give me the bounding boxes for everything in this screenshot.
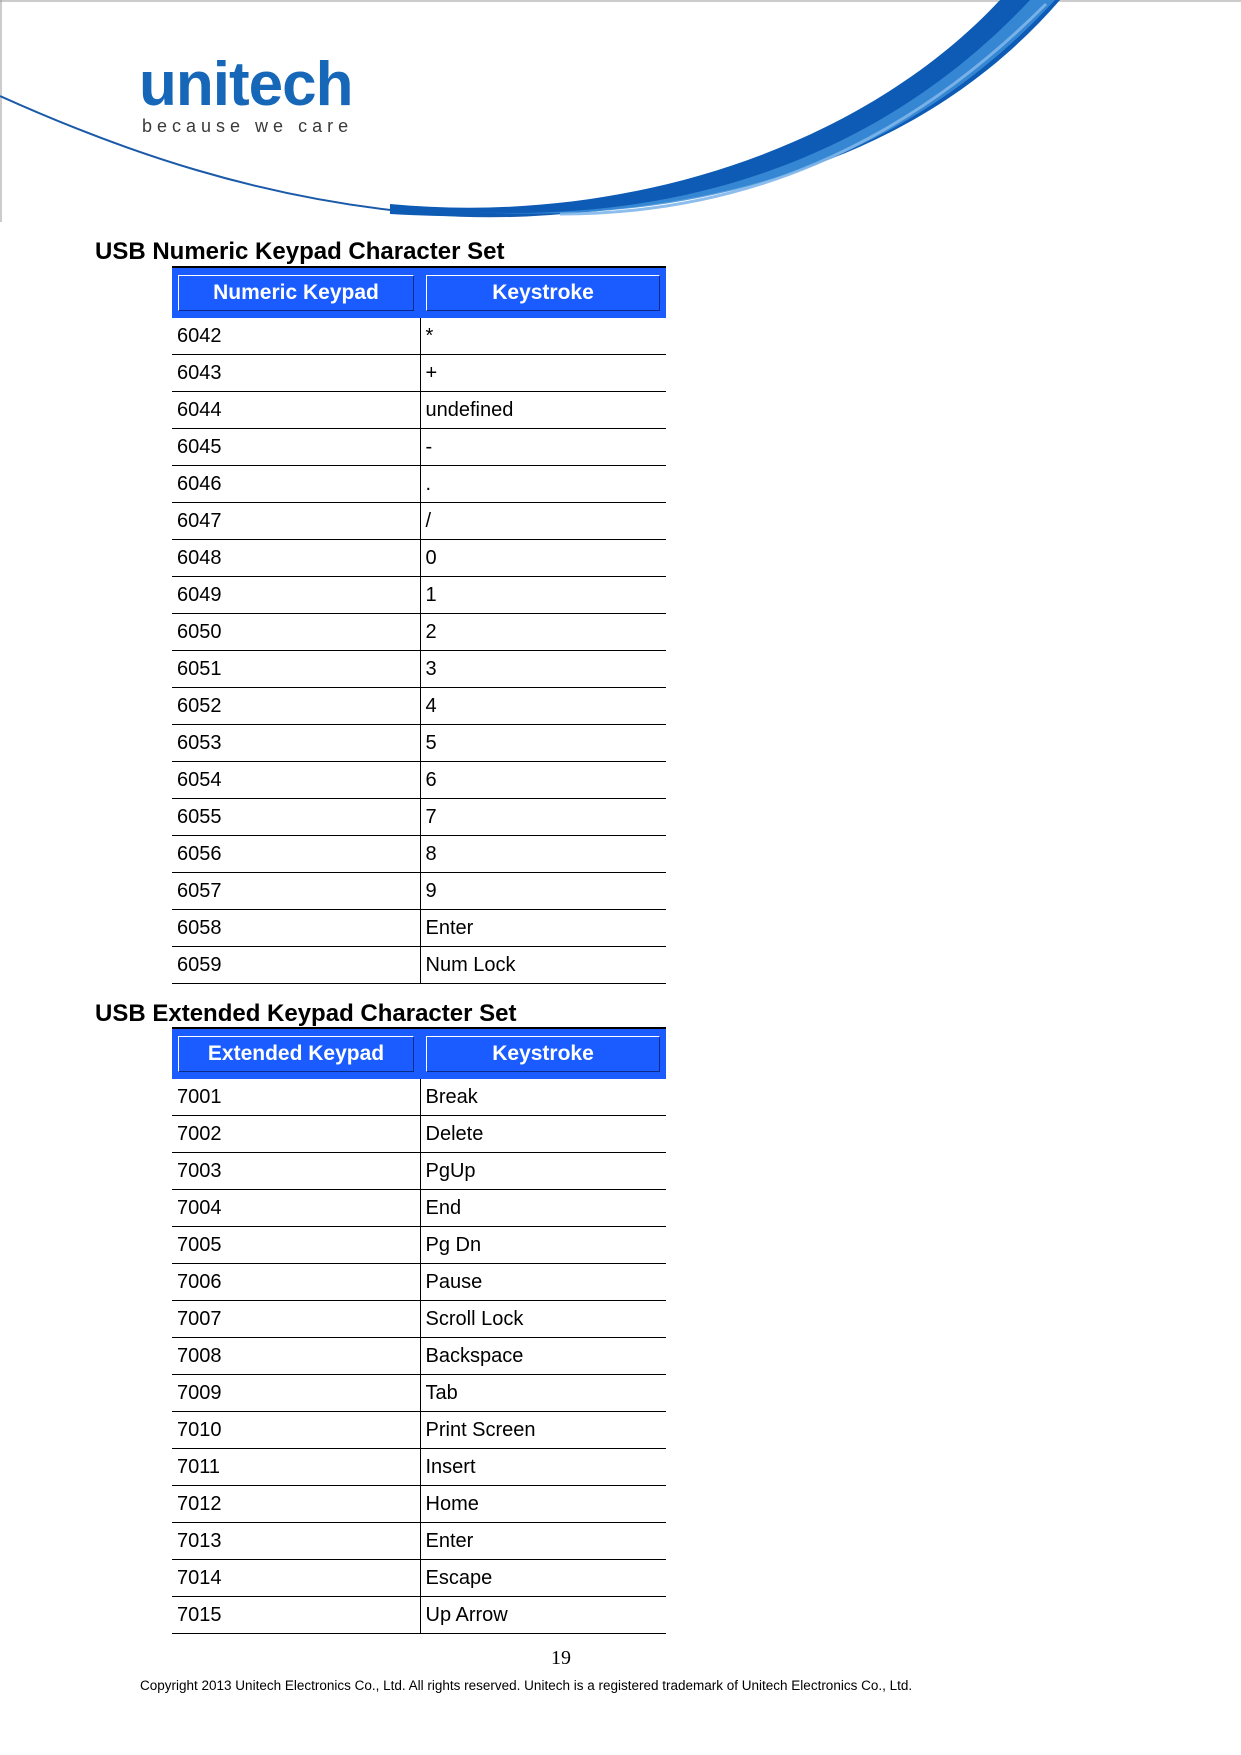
- barcode-code-cell: 6042: [172, 318, 420, 355]
- numeric-table-body: [172, 318, 666, 984]
- numeric-keypad-table: [172, 266, 666, 984]
- barcode-code-cell: 7004: [172, 1190, 420, 1227]
- keystroke-cell: Num Lock: [420, 947, 666, 984]
- table-row: [172, 392, 666, 429]
- keystroke-cell: Escape: [420, 1560, 666, 1597]
- copyright-notice: Copyright 2013 Unitech Electronics Co., Ltd. All rights reserved. Unitech is a registered trademark of Unitech Electronics Co., Ltd.: [140, 1678, 913, 1693]
- table-row: [172, 1227, 666, 1264]
- barcode-code-cell: 7013: [172, 1523, 420, 1560]
- barcode-code-cell: 7001: [172, 1079, 420, 1116]
- barcode-code-cell: 6048: [172, 540, 420, 577]
- barcode-code-cell: 6044: [172, 392, 420, 429]
- table-row: [172, 503, 666, 540]
- barcode-code-cell: 6055: [172, 799, 420, 836]
- keystroke-cell: 3: [420, 651, 666, 688]
- keystroke-cell: *: [420, 318, 666, 355]
- table-row: [172, 318, 666, 355]
- table-row: [172, 688, 666, 725]
- table-row: [172, 614, 666, 651]
- table-row: [172, 947, 666, 984]
- extended-keypad-table: [172, 1027, 666, 1634]
- barcode-code-cell: 7008: [172, 1338, 420, 1375]
- barcode-code-cell: 6054: [172, 762, 420, 799]
- logo-wordmark: unitech: [139, 50, 353, 119]
- table-row: [172, 836, 666, 873]
- keystroke-cell: 0: [420, 540, 666, 577]
- barcode-code-cell: 7005: [172, 1227, 420, 1264]
- table-row: [172, 540, 666, 577]
- table-row: [172, 355, 666, 392]
- table-row: [172, 1449, 666, 1486]
- extended-table-body: [172, 1079, 666, 1634]
- barcode-code-cell: 6047: [172, 503, 420, 540]
- table-row: [172, 910, 666, 947]
- keystroke-cell: Enter: [420, 910, 666, 947]
- keystroke-cell: Pause: [420, 1264, 666, 1301]
- logo-tagline: because we care: [142, 116, 354, 136]
- barcode-code-cell: 6056: [172, 836, 420, 873]
- table-row: [172, 1190, 666, 1227]
- keystroke-cell: 4: [420, 688, 666, 725]
- table-row: [172, 799, 666, 836]
- barcode-code-cell: 7006: [172, 1264, 420, 1301]
- keystroke-cell: 5: [420, 725, 666, 762]
- extended-header-code: Extended Keypad: [172, 1028, 420, 1079]
- table-row: [172, 873, 666, 910]
- keystroke-cell: Enter: [420, 1523, 666, 1560]
- keystroke-cell: 7: [420, 799, 666, 836]
- keystroke-cell: 9: [420, 873, 666, 910]
- table-row: [172, 1560, 666, 1597]
- keystroke-cell: Scroll Lock: [420, 1301, 666, 1338]
- table-row: [172, 1375, 666, 1412]
- table-row: [172, 1301, 666, 1338]
- barcode-code-cell: 6051: [172, 651, 420, 688]
- barcode-code-cell: 7010: [172, 1412, 420, 1449]
- barcode-code-cell: 7015: [172, 1597, 420, 1634]
- table-row: [172, 1523, 666, 1560]
- table-row: [172, 1597, 666, 1634]
- table-row: [172, 466, 666, 503]
- extended-section-title: USB Extended Keypad Character Set: [95, 1000, 517, 1027]
- table-row: [172, 1412, 666, 1449]
- barcode-code-cell: 6046: [172, 466, 420, 503]
- barcode-code-cell: 7003: [172, 1153, 420, 1190]
- table-row: [172, 1486, 666, 1523]
- keystroke-cell: PgUp: [420, 1153, 666, 1190]
- keystroke-cell: Pg Dn: [420, 1227, 666, 1264]
- barcode-code-cell: 7011: [172, 1449, 420, 1486]
- barcode-code-cell: 6053: [172, 725, 420, 762]
- keystroke-cell: -: [420, 429, 666, 466]
- keystroke-cell: Insert: [420, 1449, 666, 1486]
- keystroke-cell: Up Arrow: [420, 1597, 666, 1634]
- table-row: [172, 1116, 666, 1153]
- numeric-header-code: Numeric Keypad: [172, 267, 420, 318]
- table-row: [172, 1338, 666, 1375]
- table-row: [172, 429, 666, 466]
- barcode-code-cell: 6050: [172, 614, 420, 651]
- barcode-code-cell: 6049: [172, 577, 420, 614]
- table-row: [172, 577, 666, 614]
- barcode-code-cell: 7007: [172, 1301, 420, 1338]
- keystroke-cell: 2: [420, 614, 666, 651]
- barcode-code-cell: 6058: [172, 910, 420, 947]
- barcode-code-cell: 7009: [172, 1375, 420, 1412]
- page-number: 19: [551, 1647, 571, 1669]
- keystroke-cell: /: [420, 503, 666, 540]
- numeric-section-title: USB Numeric Keypad Character Set: [95, 238, 505, 265]
- table-row: [172, 1079, 666, 1116]
- barcode-code-cell: 6059: [172, 947, 420, 984]
- table-row: [172, 1264, 666, 1301]
- keystroke-cell: 8: [420, 836, 666, 873]
- table-row: [172, 725, 666, 762]
- keystroke-cell: End: [420, 1190, 666, 1227]
- table-row: [172, 762, 666, 799]
- barcode-code-cell: 7012: [172, 1486, 420, 1523]
- barcode-code-cell: 6043: [172, 355, 420, 392]
- numeric-header-keystroke: Keystroke: [420, 267, 666, 318]
- barcode-code-cell: 6057: [172, 873, 420, 910]
- table-row: [172, 651, 666, 688]
- keystroke-cell: Home: [420, 1486, 666, 1523]
- keystroke-cell: undefined: [420, 392, 666, 429]
- keystroke-cell: Tab: [420, 1375, 666, 1412]
- keystroke-cell: Break: [420, 1079, 666, 1116]
- unitech-logo: [139, 50, 354, 137]
- keystroke-cell: Backspace: [420, 1338, 666, 1375]
- keystroke-cell: +: [420, 355, 666, 392]
- barcode-code-cell: 6045: [172, 429, 420, 466]
- barcode-code-cell: 7014: [172, 1560, 420, 1597]
- extended-header-keystroke: Keystroke: [420, 1028, 666, 1079]
- table-row: [172, 1153, 666, 1190]
- keystroke-cell: 6: [420, 762, 666, 799]
- keystroke-cell: Print Screen: [420, 1412, 666, 1449]
- barcode-code-cell: 7002: [172, 1116, 420, 1153]
- keystroke-cell: 1: [420, 577, 666, 614]
- keystroke-cell: .: [420, 466, 666, 503]
- keystroke-cell: Delete: [420, 1116, 666, 1153]
- barcode-code-cell: 6052: [172, 688, 420, 725]
